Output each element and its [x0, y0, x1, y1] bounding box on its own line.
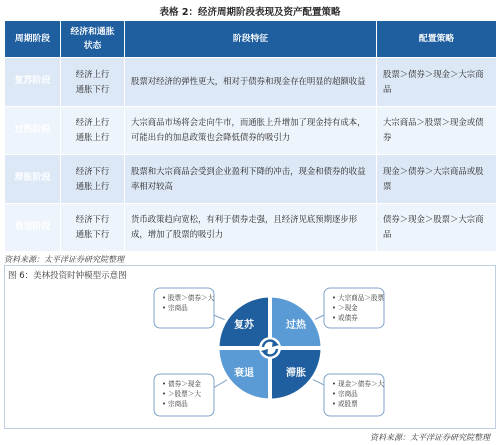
header-economy-inflation [61, 21, 125, 58]
strategy-cell: 债券＞现金＞股票＞大宗商品 [377, 203, 497, 252]
header-phase: 周期阶段 [5, 21, 61, 58]
quadrant-label: 过热 [286, 320, 306, 331]
strategy-note-text: • 股票＞债券＞大 [162, 294, 215, 302]
strategy-note-text: • 或股票 [332, 400, 358, 408]
feature-cell: 货币政策趋向宽松，有利于债券走强，且经济见底预期逐步形成，增加了股票的吸引力 [125, 203, 377, 252]
header-economy-inflation-line: 状态 [83, 41, 102, 51]
table-row [5, 58, 497, 107]
cycle-strategy-table [4, 20, 497, 252]
phase-cell: 滞胀阶段 [5, 155, 61, 204]
strategy-note-text: • ＞股票＞大 [162, 390, 201, 398]
phase-cell: 复苏阶段 [5, 58, 61, 107]
figure-source: 资料来源：太平洋证券研究院整理 [370, 433, 490, 442]
strategy-note-text: • 宗商品 [332, 390, 358, 398]
economy-state: 经济下行 [75, 165, 110, 176]
condition-cell [61, 58, 125, 107]
header-economy-inflation-line: 经济和通胀 [70, 27, 115, 37]
economy-state: 经济下行 [75, 214, 110, 225]
condition-cell [61, 203, 125, 252]
table-row [5, 106, 497, 155]
strategy-note-text: • 现金＞债券＞大 [332, 380, 385, 388]
condition-cell [61, 155, 125, 204]
economy-state: 经济上行 [75, 117, 110, 128]
feature-cell: 股票对经济的弹性更大，相对于债券和现金存在明显的超额收益 [125, 58, 377, 107]
feature-cell: 大宗商品市场将会走向牛市，而通胀上升增加了现金持有成本，可能出台的加息政策也会降低债券的吸引力 [125, 106, 377, 155]
strategy-note-text: • 宗商品 [162, 400, 188, 408]
figure-caption: 图 6：美林投资时钟模型示意图 [8, 271, 127, 281]
table-header-row [5, 21, 497, 58]
phase-cell: 衰退阶段 [5, 203, 61, 252]
inflation-state: 通胀上行 [75, 180, 110, 191]
table-caption: 表格 2：经济周期阶段表现及资产配置策略 [159, 7, 341, 18]
strategy-note-text: • 大宗商品＞股票 [332, 294, 385, 302]
table-source: 资料来源：太平洋证券研究院整理 [4, 255, 124, 264]
inflation-state: 通胀下行 [75, 229, 110, 240]
condition-cell [61, 106, 125, 155]
quadrant-label: 滞胀 [286, 368, 306, 379]
table-row [5, 203, 497, 252]
strategy-note-text: • 债券＞现金 [162, 380, 201, 388]
quadrant-label: 复苏 [234, 320, 254, 331]
strategy-note-text: • ＞现金 [332, 304, 358, 312]
strategy-cell: 大宗商品＞股票＞现金或债券 [377, 106, 497, 155]
inflation-state: 通胀上行 [75, 132, 110, 143]
investment-clock-diagram [4, 282, 496, 428]
economy-state: 经济上行 [75, 68, 110, 79]
strategy-note-text: • 或债券 [332, 314, 358, 322]
header-feature: 阶段特征 [125, 21, 377, 58]
phase-cell: 过热阶段 [5, 106, 61, 155]
strategy-cell: 股票＞债券＞现金＞大宗商品 [377, 58, 497, 107]
table-row [5, 155, 497, 204]
header-strategy: 配置策略 [377, 21, 497, 58]
feature-cell: 股票和大宗商品会受到企业盈利下降的冲击，现金和债券的收益率相对较高 [125, 155, 377, 204]
inflation-state: 通胀下行 [75, 83, 110, 94]
strategy-cell: 现金＞债券＞大宗商品或股票 [377, 155, 497, 204]
strategy-note-text: • 宗商品 [162, 304, 188, 312]
quadrant-label: 衰退 [234, 368, 254, 379]
